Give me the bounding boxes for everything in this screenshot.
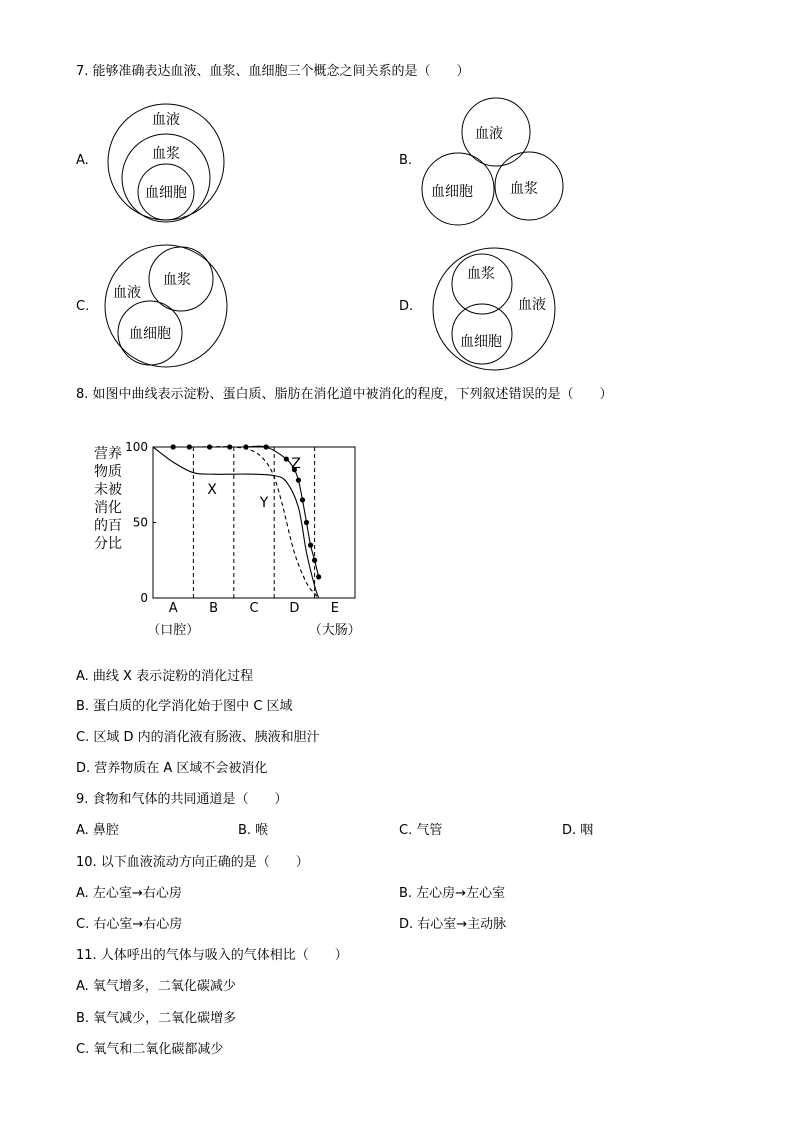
q8-series-z-point (207, 444, 212, 449)
q8-series-z-point (304, 520, 309, 525)
q8-region-label: B (209, 601, 219, 616)
q9-option-d: D. 咽 (562, 823, 594, 838)
q8-series-z-point (284, 456, 289, 461)
q11-option-a: A. 氧气增多，二氧化碳减少 (76, 979, 236, 994)
q7c-label-plasma: 血浆 (163, 272, 191, 288)
q8-ylabel-line: 消化 (94, 500, 122, 516)
q9-option-c: C. 气管 (399, 823, 443, 838)
q8-stem: 8. 如图中曲线表示淀粉、蛋白质、脂肪在消化道中被消化的程度，下列叙述错误的是（ ） (76, 387, 613, 402)
q8-ytick-label: 100 (125, 440, 148, 454)
q7d-label-blood: 血液 (518, 297, 546, 313)
q8-series-z-point (300, 497, 305, 502)
q10-option-c: C. 右心室→右心房 (76, 917, 183, 932)
q7d-label-plasma: 血浆 (467, 266, 495, 282)
q9-stem: 9. 食物和气体的共同通道是（ ） (76, 792, 288, 807)
q8-series-z-point (227, 444, 232, 449)
q10-option-a: A. 左心室→右心房 (76, 886, 182, 901)
q7-option-b-letter: B. (399, 153, 413, 168)
q8-region-labels (147, 601, 361, 638)
q8-region-label: C (249, 601, 259, 616)
q10-stem: 10. 以下血液流动方向正确的是（ ） (76, 855, 309, 870)
q8-region-label: E (330, 601, 339, 616)
q7a-label-blood: 血液 (152, 112, 180, 128)
q10-option-d: D. 右心室→主动脉 (399, 917, 507, 932)
q7-stem: 7. 能够准确表达血液、血浆、血细胞三个概念之间关系的是（ ） (76, 64, 470, 79)
q8-series-z-point (187, 444, 192, 449)
q8-series-z-point (308, 543, 313, 548)
q8-series-z-point (316, 574, 321, 579)
q7c-label-blood: 血液 (113, 285, 141, 301)
q8-series-z-point (264, 444, 269, 449)
q10-option-b: B. 左心房→左心室 (399, 886, 506, 901)
q8-y-ticks (125, 440, 156, 605)
q8-series (153, 444, 321, 598)
q8-region-label: A (168, 601, 178, 616)
q8-plot-frame (153, 447, 355, 598)
q8-series-z-point (243, 444, 248, 449)
q8-ylabel-line: 营养 (94, 446, 122, 462)
q8-series-z-point (296, 478, 301, 483)
q8-option-a: A. 曲线 X 表示淀粉的消化过程 (76, 669, 254, 684)
q8-series-z-label: Z (291, 456, 301, 472)
q8-ylabel (94, 445, 122, 552)
q11-option-b: B. 氧气减少，二氧化碳增多 (76, 1011, 237, 1026)
q8-ylabel-line: 物质 (94, 464, 122, 480)
q8-region-note: （大肠） (308, 623, 361, 638)
q7a-label-plasma: 血浆 (152, 146, 180, 162)
q7a-label-cell: 血细胞 (145, 185, 187, 201)
q8-option-d: D. 营养物质在 A 区域不会被消化 (76, 761, 268, 776)
q7b-label-cell: 血细胞 (431, 184, 473, 200)
q11-option-c: C. 氧气和二氧化碳都减少 (76, 1042, 224, 1057)
q8-region-note: （口腔） (147, 623, 200, 638)
q7-option-d-letter: D. (399, 299, 414, 314)
q11-stem: 11. 人体呼出的气体与吸入的气体相比（ ） (76, 948, 348, 963)
q8-series-z-point (171, 444, 176, 449)
q9-option-a: A. 鼻腔 (76, 823, 119, 838)
q8-ylabel-line: 分比 (94, 536, 122, 552)
q7b-label-blood: 血液 (475, 126, 503, 142)
q8-ytick-label: 50 (132, 515, 148, 530)
q8-ylabel-line: 未被 (94, 482, 122, 498)
q8-option-b: B. 蛋白质的化学消化始于图中 C 区域 (76, 699, 293, 714)
q8-ylabel-line: 的百 (94, 518, 122, 534)
q8-series-x-label: X (207, 482, 217, 498)
q8-series-z-point (312, 558, 317, 563)
q7c-label-cell: 血细胞 (129, 326, 171, 342)
q7-option-c-letter: C. (76, 299, 90, 314)
q9-option-b: B. 喉 (238, 823, 269, 838)
q8-series-y-label: Y (259, 495, 269, 511)
q7d-label-cell: 血细胞 (460, 334, 502, 350)
q8-ytick-label: 0 (140, 591, 148, 605)
q8-region-label: D (289, 601, 300, 616)
q7-option-a-letter: A. (76, 153, 89, 168)
q8-option-c: C. 区域 D 内的消化液有肠液、胰液和胆汁 (76, 730, 320, 745)
q7b-label-plasma: 血浆 (510, 181, 538, 197)
